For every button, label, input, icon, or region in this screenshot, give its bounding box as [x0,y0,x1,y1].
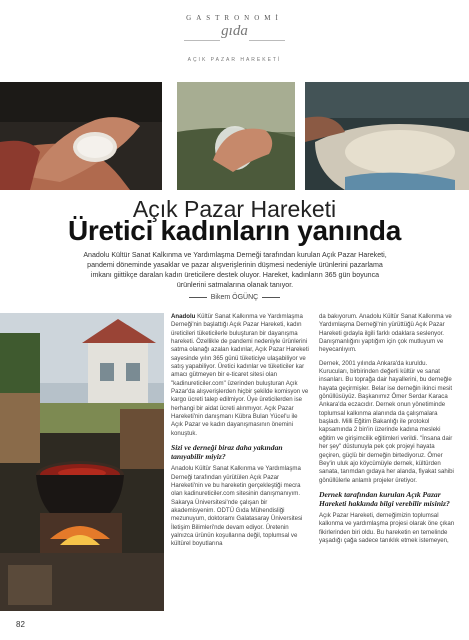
byline-rule-right [262,297,280,298]
article-title-line2: Üretici kadınların yanında [68,215,401,246]
paragraph: da bakıyorum. Anadolu Kültür Sanat Kalkınma ve Yardımlaşma Derneği'nin yürüttüğü Açık Pazar Hareketi gıdayla ilgili farklı odaklara seslenyor. Danışmanlığını yaptığım için çok mutluyum ve heyecanlıyım. [319,313,452,354]
photo-hand-dough [0,82,162,190]
magazine-header [0,0,469,82]
interview-question: Sizi ve derneği biraz daha yakından tanıyabilir miyiz? [171,443,283,462]
header-rule-right [249,40,285,41]
byline-rule-left [189,297,207,298]
paragraph: Dernek, 2001 yılında Ankara'da kuruldu. Kurucuları, birbirinden değerli kültür ve sanat insanları. Bu toprağa dair hayallerini, bu derneğle hayata geçirmişler. Belar ise derneğin ikinci mesit gönüllüsüyüz. Başkanımız Ömer Serdar Karaca Ankara'da eczacıdır. Dernek onun yönetiminde toplumsal kalkınma alanında da çalışmalara başladı. Milli Eğitim Bakanlığı ile protokol kapsamında 2 bin'in üzerinde kadına mesleki eğitim ve girişimcilik eğitimleri verildi. "İnsana dair her şey" düstunuyla pek çok projeyi hayata geçiren, güçlü bir derneğin birtediyoruz. Ömer Bey'in uluk ajo köycümüyle dernek, kültürden sanata, tarımdan gıdaya her alanda, fiyakat sahibi gönüllülerle anlamlı projeler üretiyor. [319,359,454,484]
page-number: 82 [16,620,25,629]
paragraph-lead-word: Anadolu [171,313,196,320]
author-name: Bikem ÖGÜNÇ [210,294,259,301]
paragraph: Anadolu Kültür Sanat Kalkınma ve Yardımlaşma Derneği tarafından yürütülen Açık Pazar Hareketi'nin ve bu hareketin gerçekleştiği mecra olan kadinureticiler.com sitesinin danışmanıyım. Sakarya Üniversitesi'nde çalışan bir akademisyenim. ODTÜ Gıda Mühendisliği mezunuyum, doktoramı Galatasaray Üniversitesi İletişim Bilimleri'nde devam ediyor. Üretenin yalnızca ürünün koşullarına değil, toplumsal ve kültürel boyutlarına [171,465,303,548]
byline [0,294,469,301]
photo-glass-jar [177,82,295,190]
section-script-title: gıda [221,23,248,39]
section-label: GASTRONOMİ [186,14,283,22]
article-title-line1: Açık Pazar Hareketi [132,196,337,222]
photo-bread-dough [305,82,469,190]
text-column-2 [319,313,457,550]
interview-question: Dernek tarafından kurulan Açık Pazar Hareketi hakkında bilgi verebilir misiniz? [319,489,450,508]
paragraph [171,313,309,438]
text-column-1 [171,313,309,554]
paragraph: Açık Pazar Hareketi, derneğimizin toplumsal kalkınma ve yardımlaşma projesi olarak öne çıkan fikirlerinden biri oldu. Bu hareketin en temelinde yaşadığı çağa sadece tanıklık etmek istemeyen, [319,511,455,544]
section-subtitle: AÇIK PAZAR HAREKETİ [187,57,282,63]
article-lead: Anadolu Kültür Sanat Kalkınma ve Yardımlaşma Derneği tarafından kurulan Açık Pazar Hareketi, pandemi döneminde yasaklar ve pazar alışverişlerinin düşmesi nedeniyle ürünlerini pazarlama imkanı giittikçe daralan kadın üreticilere destek oluyor. Hareket, kadınların 365 gün boyunca ürünlerini satmalarına olanak tanıyor. [83,251,387,289]
photo-cauldron-village [0,313,164,611]
header-rule-left [184,40,220,41]
paragraph-text: Kültür Sanat Kalkınma ve Yardımlaşma Derneği'nin başlattığı Açık Pazar Hareketi, kadın üreticileri tüketicilerle buluşturan bir dayanışma hareketi. Özellikle de pandemi nedeniyle ürünlerini satma olanağı azalan kadınlar, Açık Pazar Hareketi sayesinde yılın 365 günü tüketiciye ulaşabiliyor ve satış yapabiliyor. Üretici kadınlar ve tüketiciler kar amacı gütmeyen bir e-ticaret sitesi olan "kadinureticiler.com" üzerinden buluşturan Açık Pazar'da alışverişlerden hiçbir şekilde komisyon ve kargo ücreti talep edilmiyor. Üye üreticilerden ise herhangi bir aidat ücreti alınmıyor. Açık Pazar Hareketi'nin danışmanı Kübra Bulan Yücel'u ile Açık Pazar ve kadın dayanışmasının önemini konuştuk. [171,313,309,437]
